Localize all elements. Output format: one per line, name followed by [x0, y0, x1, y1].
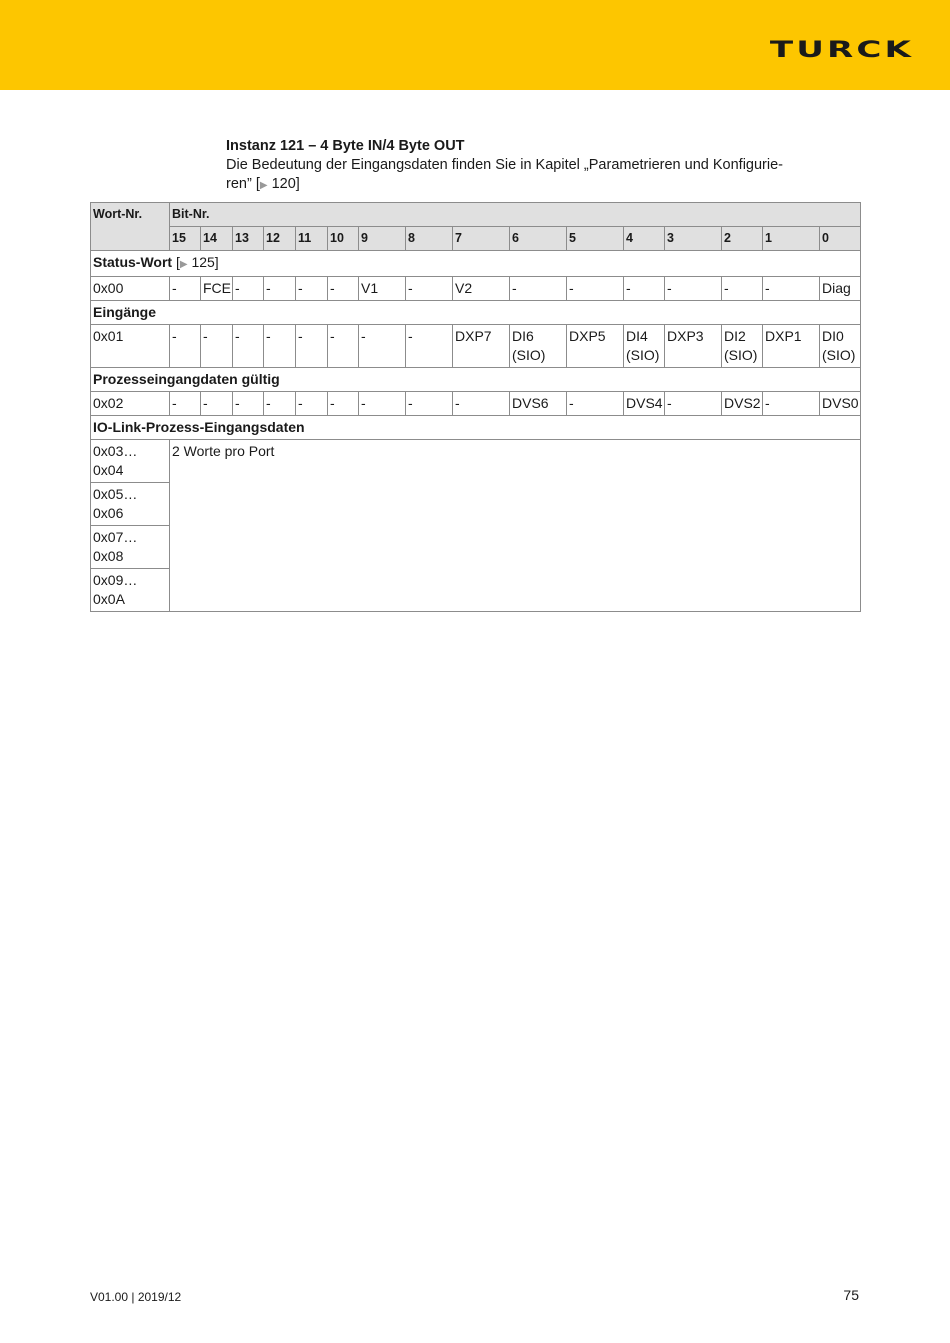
bit-cell: DVS6 — [510, 392, 567, 416]
bit-cell: DXP7 — [453, 325, 510, 368]
chapter-link[interactable]: 120] — [267, 176, 300, 192]
instance-table — [90, 202, 861, 612]
intro-text-line2: ren” [▶ 120] — [226, 176, 300, 192]
bit-cell: - — [328, 277, 359, 301]
bit-cell: - — [264, 277, 296, 301]
section-title: Instanz 121 – 4 Byte IN/4 Byte OUT — [226, 138, 465, 154]
bit-header: 0 — [820, 227, 861, 251]
bit-cell: - — [328, 325, 359, 368]
bit-cell: - — [763, 392, 820, 416]
bit-cell: DVS2 — [722, 392, 763, 416]
page-number: 75 — [843, 1287, 859, 1303]
bit-cell: DI2 (SIO) — [722, 325, 763, 368]
bit-cell: - — [567, 277, 624, 301]
bit-cell: - — [722, 277, 763, 301]
bit-cell: - — [296, 325, 328, 368]
table-row-iolink-1 — [91, 440, 861, 483]
table-row-0x00 — [91, 277, 861, 301]
bit-header: 11 — [296, 227, 328, 251]
bit-header: 9 — [359, 227, 406, 251]
bit-number-row — [91, 227, 861, 251]
bit-header: 10 — [328, 227, 359, 251]
table-row-0x01 — [91, 325, 861, 368]
table-header-row — [91, 203, 861, 227]
footer-version: V01.00 | 2019/12 — [90, 1290, 182, 1304]
turck-logo: TURCK — [769, 38, 914, 63]
bit-cell: - — [201, 392, 233, 416]
col-wort-nr: Wort-Nr. — [91, 203, 170, 251]
bit-cell: - — [453, 392, 510, 416]
bit-cell: - — [233, 325, 264, 368]
bit-header: 13 — [233, 227, 264, 251]
word-cell: 0x02 — [91, 392, 170, 416]
bit-header: 15 — [170, 227, 201, 251]
word-cell: 0x03… 0x04 — [91, 440, 170, 483]
bit-cell: DXP5 — [567, 325, 624, 368]
bit-cell: - — [763, 277, 820, 301]
section-row-status: Status-Wort [▶ 125] — [91, 251, 861, 277]
bit-cell: - — [510, 277, 567, 301]
word-cell: 0x07… 0x08 — [91, 526, 170, 569]
bit-header: 3 — [665, 227, 722, 251]
bit-cell: - — [406, 325, 453, 368]
bit-cell: Diag — [820, 277, 861, 301]
bit-cell: V1 — [359, 277, 406, 301]
bit-header: 4 — [624, 227, 665, 251]
bit-cell: DVS0 — [820, 392, 861, 416]
bit-cell: DI6 (SIO) — [510, 325, 567, 368]
bit-cell: - — [170, 277, 201, 301]
bit-cell: DI0 (SIO) — [820, 325, 861, 368]
section-row-eingaenge — [91, 301, 861, 325]
bit-cell: - — [296, 277, 328, 301]
bit-cell: - — [665, 277, 722, 301]
bit-header: 2 — [722, 227, 763, 251]
bit-header: 8 — [406, 227, 453, 251]
bit-cell: DXP1 — [763, 325, 820, 368]
bit-cell: - — [406, 392, 453, 416]
section-row-prozess — [91, 368, 861, 392]
bit-header: 6 — [510, 227, 567, 251]
col-bit-nr: Bit-Nr. — [170, 203, 861, 227]
intro-block — [226, 137, 816, 195]
bit-cell: - — [624, 277, 665, 301]
bit-cell: - — [328, 392, 359, 416]
intro-text-line1: Die Bedeutung der Eingangsdaten finden Sie in Kapitel „Parametrieren und Konfigurie- — [226, 157, 783, 173]
bit-cell: - — [359, 392, 406, 416]
link-arrow-icon: ▶ — [259, 180, 268, 191]
bit-cell: - — [359, 325, 406, 368]
bit-header: 12 — [264, 227, 296, 251]
bit-cell: - — [233, 277, 264, 301]
bit-header: 1 — [763, 227, 820, 251]
bit-cell: - — [296, 392, 328, 416]
bit-cell: FCE — [201, 277, 233, 301]
bit-cell: - — [567, 392, 624, 416]
status-link[interactable]: 125] — [187, 254, 219, 270]
section-row-iolink — [91, 416, 861, 440]
bit-header: 7 — [453, 227, 510, 251]
link-arrow-icon: ▶ — [179, 259, 188, 270]
bit-header: 14 — [201, 227, 233, 251]
word-cell: 0x05… 0x06 — [91, 483, 170, 526]
bit-cell: - — [264, 325, 296, 368]
word-cell: 0x01 — [91, 325, 170, 368]
table-row-0x02 — [91, 392, 861, 416]
bit-cell: DI4 (SIO) — [624, 325, 665, 368]
section-status-label: Status-Wort — [93, 254, 173, 270]
bit-cell: DVS4 — [624, 392, 665, 416]
bit-cell: - — [170, 325, 201, 368]
word-cell: 0x09… 0x0A — [91, 569, 170, 612]
bit-cell: DXP3 — [665, 325, 722, 368]
bit-cell: - — [264, 392, 296, 416]
bit-header: 5 — [567, 227, 624, 251]
section-prozess-label: Prozesseingangdaten gültig — [91, 368, 861, 392]
word-cell: 0x00 — [91, 277, 170, 301]
bit-cell: - — [665, 392, 722, 416]
bit-cell: - — [233, 392, 264, 416]
section-eingaenge-label: Eingänge — [91, 301, 861, 325]
section-iolink-label: IO-Link-Prozess-Eingangsdaten — [91, 416, 861, 440]
bit-cell: - — [170, 392, 201, 416]
bit-cell: - — [406, 277, 453, 301]
bit-cell: - — [201, 325, 233, 368]
iolink-description: 2 Worte pro Port — [170, 440, 861, 612]
bit-cell: V2 — [453, 277, 510, 301]
